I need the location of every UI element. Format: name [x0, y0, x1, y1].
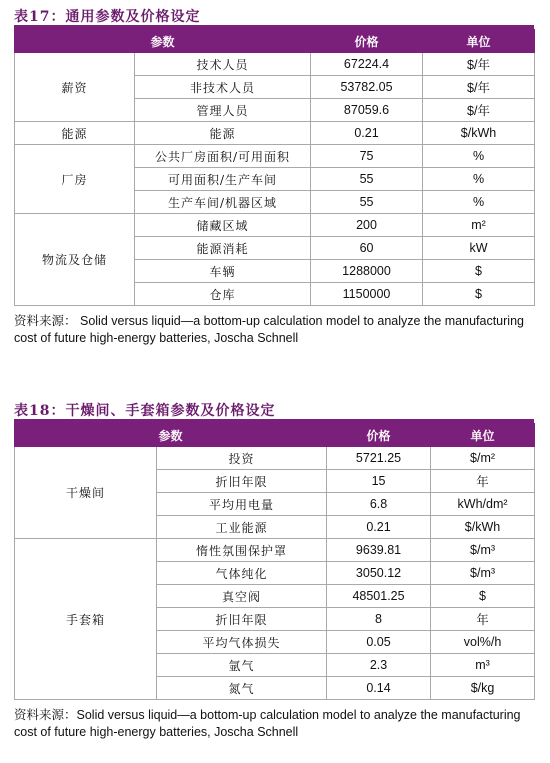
price-value: 87059.6 [311, 99, 423, 122]
unit-value: % [423, 191, 535, 214]
header-unit: 单位 [431, 424, 535, 447]
param-name: 折旧年限 [157, 470, 327, 493]
unit-value: 年 [431, 608, 535, 631]
table-row [15, 447, 535, 470]
unit-value: $ [431, 585, 535, 608]
param-name: 仓库 [135, 283, 311, 306]
param-name: 生产车间/机器区域 [135, 191, 311, 214]
price-value: 60 [311, 237, 423, 260]
source-label: 资料来源： [14, 313, 77, 328]
unit-value: $/m² [431, 447, 535, 470]
param-name: 投资 [157, 447, 327, 470]
header-price: 价格 [327, 424, 431, 447]
unit-value: $ [423, 260, 535, 283]
price-value: 55 [311, 191, 423, 214]
category-cell: 薪资 [15, 53, 135, 122]
param-name: 真空阀 [157, 585, 327, 608]
unit-value: $/kWh [431, 516, 535, 539]
price-value: 0.21 [311, 122, 423, 145]
price-value: 2.3 [327, 654, 431, 677]
price-value: 5721.25 [327, 447, 431, 470]
param-name: 氮气 [157, 677, 327, 700]
table17-header-row [15, 30, 535, 53]
table18-source [14, 706, 534, 741]
table-row [15, 122, 535, 145]
param-name: 车辆 [135, 260, 311, 283]
price-value: 53782.05 [311, 76, 423, 99]
header-param: 参数 [15, 30, 311, 53]
param-name: 平均用电量 [157, 493, 327, 516]
category-cell: 物流及仓储 [15, 214, 135, 306]
category-cell: 手套箱 [15, 539, 157, 700]
category-cell: 厂房 [15, 145, 135, 214]
unit-value: % [423, 145, 535, 168]
price-value: 0.05 [327, 631, 431, 654]
param-name: 折旧年限 [157, 608, 327, 631]
price-value: 0.21 [327, 516, 431, 539]
price-value: 1288000 [311, 260, 423, 283]
table-row [15, 539, 535, 562]
unit-value: 年 [431, 470, 535, 493]
table17 [14, 29, 535, 306]
price-value: 67224.4 [311, 53, 423, 76]
price-value: 6.8 [327, 493, 431, 516]
price-value: 75 [311, 145, 423, 168]
unit-value: $/年 [423, 99, 535, 122]
param-name: 管理人员 [135, 99, 311, 122]
table18 [14, 423, 535, 700]
table17-title: 表17：通用参数及价格设定 [14, 9, 201, 25]
table-row [15, 214, 535, 237]
header-param: 参数 [15, 424, 327, 447]
price-value: 3050.12 [327, 562, 431, 585]
unit-value: kW [423, 237, 535, 260]
price-value: 9639.81 [327, 539, 431, 562]
param-name: 储藏区域 [135, 214, 311, 237]
source-text: Solid versus liquid—a bottom-up calculation model to analyze the manufacturing cost of future high-energy batteries, Joscha Schnell [14, 314, 524, 345]
table17-source [14, 312, 534, 347]
unit-value: m³ [431, 654, 535, 677]
unit-value: m² [423, 214, 535, 237]
param-name: 非技术人员 [135, 76, 311, 99]
param-name: 惰性氛围保护罩 [157, 539, 327, 562]
unit-value: $/年 [423, 76, 535, 99]
param-name: 公共厂房面积/可用面积 [135, 145, 311, 168]
unit-value: $/m³ [431, 539, 535, 562]
price-value: 200 [311, 214, 423, 237]
table18-title: 表18：干燥间、手套箱参数及价格设定 [14, 403, 276, 419]
param-name: 能源消耗 [135, 237, 311, 260]
table18-header-row [15, 424, 535, 447]
param-name: 气体纯化 [157, 562, 327, 585]
unit-value: vol%/h [431, 631, 535, 654]
source-label: 资料来源： [14, 707, 77, 722]
header-price: 价格 [311, 30, 423, 53]
unit-value: kWh/dm² [431, 493, 535, 516]
price-value: 55 [311, 168, 423, 191]
unit-value: $/m³ [431, 562, 535, 585]
price-value: 0.14 [327, 677, 431, 700]
table-row [15, 53, 535, 76]
param-name: 可用面积/生产车间 [135, 168, 311, 191]
unit-value: $ [423, 283, 535, 306]
unit-value: $/年 [423, 53, 535, 76]
unit-value: $/kg [431, 677, 535, 700]
price-value: 8 [327, 608, 431, 631]
param-name: 工业能源 [157, 516, 327, 539]
param-name: 能源 [135, 122, 311, 145]
price-value: 1150000 [311, 283, 423, 306]
table-row [15, 145, 535, 168]
price-value: 15 [327, 470, 431, 493]
param-name: 技术人员 [135, 53, 311, 76]
source-text: Solid versus liquid—a bottom-up calculation model to analyze the manufacturing cost of future high-energy batteries, Joscha Schnell [14, 708, 521, 739]
category-cell: 干燥间 [15, 447, 157, 539]
param-name: 氩气 [157, 654, 327, 677]
unit-value: $/kWh [423, 122, 535, 145]
category-cell: 能源 [15, 122, 135, 145]
price-value: 48501.25 [327, 585, 431, 608]
param-name: 平均气体损失 [157, 631, 327, 654]
unit-value: % [423, 168, 535, 191]
header-unit: 单位 [423, 30, 535, 53]
